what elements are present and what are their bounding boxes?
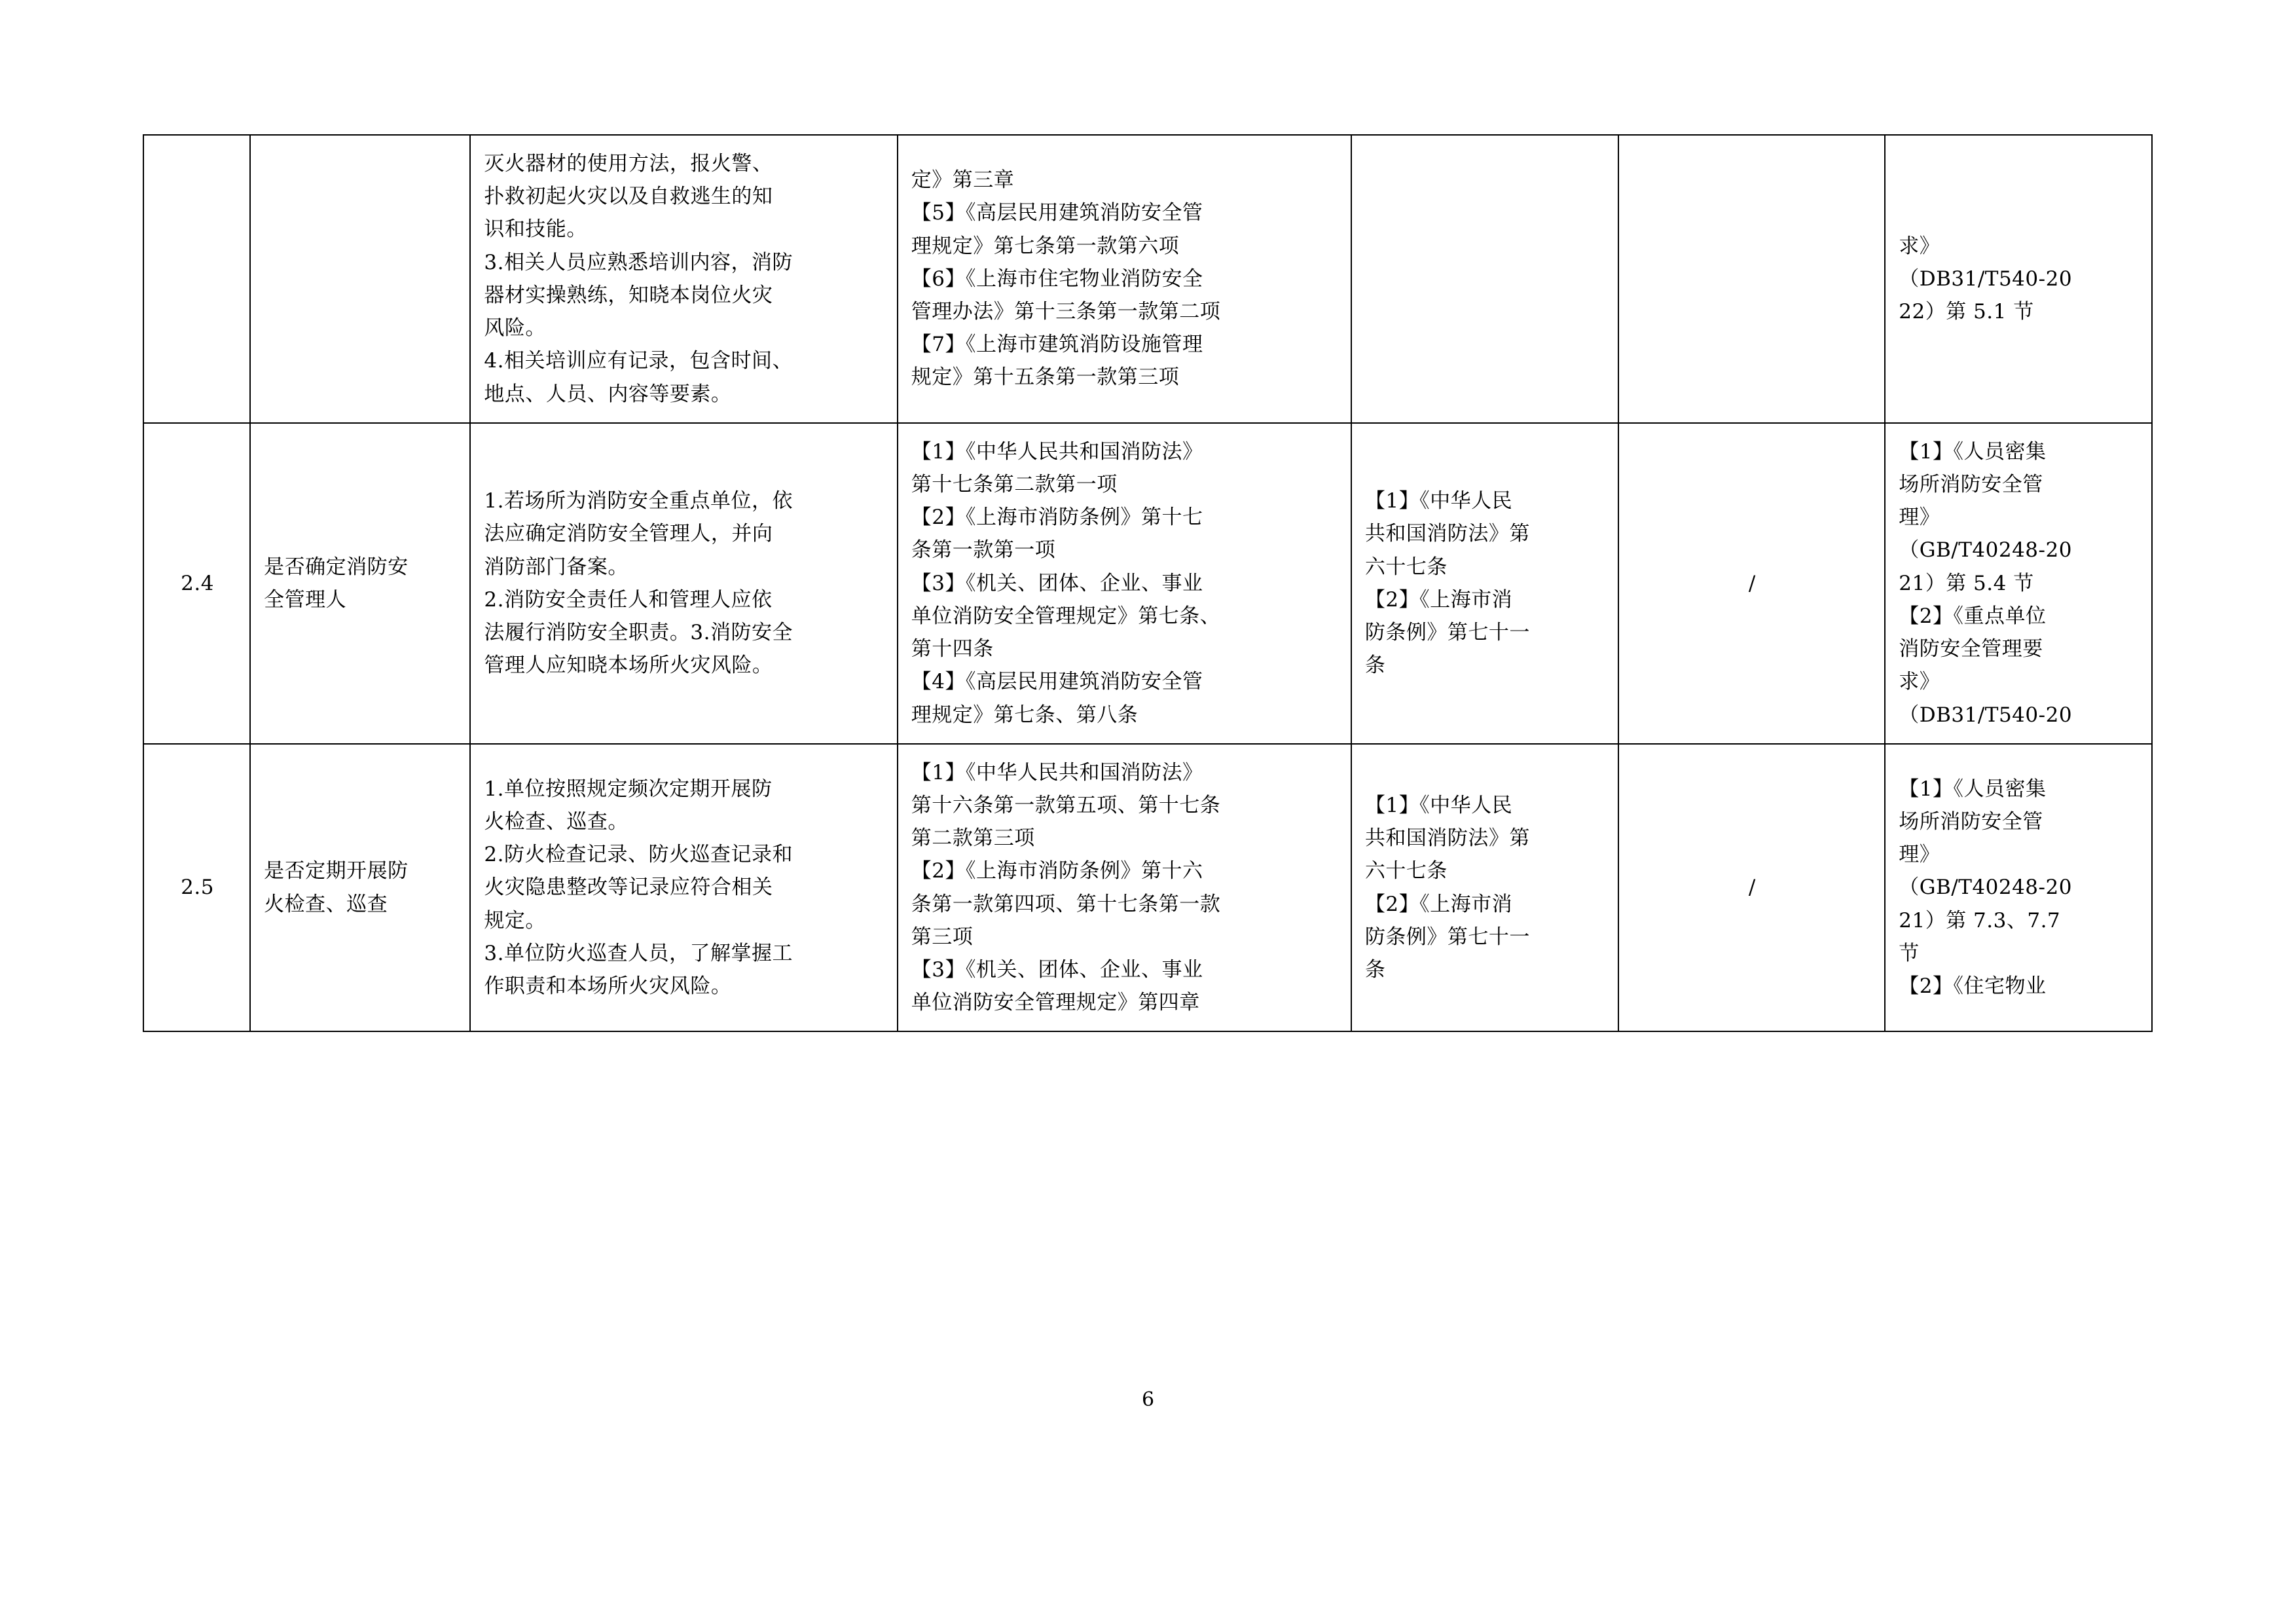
row-item-cell	[250, 423, 470, 744]
law-line: 【2】《上海市消防条例》第十七	[911, 506, 1203, 530]
law-line: 【4】《高层民用建筑消防安全管	[911, 670, 1203, 694]
standard-line: 理》	[1899, 506, 1941, 530]
law-line: 【6】《上海市住宅物业消防安全	[911, 267, 1203, 291]
row-standard-cell	[1885, 423, 2152, 744]
requirement-line: 2.消防安全责任人和管理人应依	[484, 587, 773, 612]
penalty-line: 防条例》第七十一	[1364, 620, 1530, 644]
row-penalty-cell	[1351, 135, 1618, 423]
law-line: 第十七条第二款第一项	[911, 472, 1118, 496]
row-item-cell	[250, 744, 470, 1032]
row-number-cell	[143, 135, 250, 423]
law-line: 单位消防安全管理规定》第四章	[911, 991, 1200, 1015]
requirement-line: 4.相关培训应有记录，包含时间、	[484, 349, 793, 373]
penalty-line: 【1】《中华人民	[1364, 793, 1513, 817]
requirement-line: 作职责和本场所火灾风险。	[484, 974, 732, 999]
standard-line: 【1】《人员密集	[1899, 439, 2047, 464]
requirement-line: 管理人应知晓本场所火灾风险。	[484, 654, 773, 678]
standard-line: 21）第 5.4 节	[1899, 571, 2034, 595]
penalty-line: 条	[1364, 958, 1386, 982]
requirement-line: 风险。	[484, 316, 546, 341]
standard-line: 理》	[1899, 843, 1941, 867]
requirement-line: 3.相关人员应熟悉培训内容，消防	[484, 250, 793, 274]
requirement-line: 器材实操熟练，知晓本岗位火灾	[484, 283, 773, 307]
blank-mark: /	[1748, 876, 1756, 900]
standard-line: 【1】《人员密集	[1899, 777, 2047, 801]
penalty-line: 条	[1364, 654, 1386, 678]
law-line: 【1】《中华人民共和国消防法》	[911, 439, 1203, 464]
standard-line: （DB31/T540-20	[1899, 703, 2073, 727]
row-requirement-cell	[470, 423, 897, 744]
law-line: 【3】《机关、团体、企业、事业	[911, 571, 1203, 595]
penalty-line: 六十七条	[1364, 859, 1448, 883]
blank-mark: /	[1748, 571, 1756, 595]
inspection-requirements-table	[143, 134, 2153, 1032]
law-line: 理规定》第七条第一款第六项	[911, 234, 1180, 258]
law-line: 第十六条第一款第五项、第十七条	[911, 793, 1221, 817]
standard-line: 消防安全管理要	[1899, 637, 2043, 661]
standard-line: （DB31/T540-20	[1899, 267, 2073, 291]
requirement-line: 识和技能。	[484, 217, 587, 242]
row-blank-cell	[1618, 135, 1886, 423]
law-line: 第二款第三项	[911, 826, 1035, 851]
requirement-line: 灭火器材的使用方法，报火警、	[484, 152, 773, 175]
row-requirement-cell	[470, 744, 897, 1032]
standard-line: 22）第 5.1 节	[1899, 299, 2034, 323]
law-line: 【7】《上海市建筑消防设施管理	[911, 333, 1203, 357]
standard-line: 求》	[1899, 234, 1941, 258]
row-item-line: 火检查、巡查	[264, 892, 388, 916]
row-blank-cell	[1618, 423, 1886, 744]
standard-line: 【2】《住宅物业	[1899, 974, 2047, 999]
row-item-line: 是否确定消防安	[264, 555, 409, 579]
standard-line: 【2】《重点单位	[1899, 604, 2047, 628]
row-blank-cell	[1618, 744, 1886, 1032]
row-requirement-cell	[470, 135, 897, 423]
requirement-line: 2.防火检查记录、防火巡查记录和	[484, 843, 793, 867]
law-line: 管理办法》第十三条第一款第二项	[911, 299, 1221, 323]
table-row	[143, 423, 2152, 744]
requirement-line: 火灾隐患整改等记录应符合相关	[484, 876, 773, 900]
law-line: 第十四条	[911, 637, 994, 661]
row-law-cell	[898, 744, 1351, 1032]
row-number: 2.5	[181, 876, 214, 900]
standard-line: 21）第 7.3、7.7	[1899, 908, 2061, 932]
row-number-cell	[143, 744, 250, 1032]
requirement-line: 规定。	[484, 908, 546, 932]
row-number: 2.4	[181, 571, 214, 595]
row-item-line: 是否定期开展防	[264, 859, 409, 883]
requirement-line: 1.若场所为消防安全重点单位，依	[484, 489, 793, 513]
penalty-line: 共和国消防法》第	[1364, 522, 1530, 546]
law-line: 条第一款第四项、第十七条第一款	[911, 892, 1221, 916]
law-line: 第三项	[911, 925, 974, 949]
law-line: 单位消防安全管理规定》第七条、	[911, 604, 1221, 628]
penalty-line: 【1】《中华人民	[1364, 489, 1513, 513]
standard-line: 场所消防安全管	[1899, 810, 2043, 834]
row-penalty-cell	[1351, 744, 1618, 1032]
row-standard-cell	[1885, 135, 2152, 423]
row-law-cell	[898, 423, 1351, 744]
penalty-line: 共和国消防法》第	[1364, 826, 1530, 851]
standard-line: （GB/T40248-20	[1899, 538, 2072, 563]
requirement-line: 法应确定消防安全管理人，并向	[484, 522, 773, 546]
table-row	[143, 744, 2152, 1032]
standard-line: （GB/T40248-20	[1899, 876, 2072, 900]
penalty-line: 防条例》第七十一	[1364, 925, 1530, 949]
row-penalty-cell	[1351, 423, 1618, 744]
law-line: 【3】《机关、团体、企业、事业	[911, 958, 1203, 982]
standard-line: 节	[1899, 941, 1920, 965]
requirement-line: 法履行消防安全职责。3.消防安全	[484, 620, 793, 644]
table-row	[143, 135, 2152, 423]
law-line: 【1】《中华人民共和国消防法》	[911, 760, 1203, 784]
standard-line: 求》	[1899, 670, 1941, 694]
page-number: 6	[1141, 1388, 1155, 1411]
row-law-cell	[898, 135, 1351, 423]
requirement-line: 3.单位防火巡查人员，了解掌握工	[484, 941, 793, 965]
requirement-line: 地点、人员、内容等要素。	[484, 382, 732, 406]
law-line: 规定》第十五条第一款第三项	[911, 365, 1180, 390]
row-item-cell	[250, 135, 470, 423]
requirement-line: 1.单位按照规定频次定期开展防	[484, 777, 773, 801]
row-standard-cell	[1885, 744, 2152, 1032]
penalty-line: 六十七条	[1364, 555, 1448, 579]
requirement-line: 扑救初起火灾以及自救逃生的知	[484, 185, 773, 209]
law-line: 理规定》第七条、第八条	[911, 703, 1139, 727]
law-line: 条第一款第一项	[911, 538, 1056, 563]
requirement-line: 消防部门备案。	[484, 555, 629, 579]
penalty-line: 【2】《上海市消	[1364, 892, 1513, 916]
requirement-line: 火检查、巡查。	[484, 810, 629, 834]
row-number-cell	[143, 423, 250, 744]
standard-line: 场所消防安全管	[1899, 472, 2043, 496]
law-line: 【2】《上海市消防条例》第十六	[911, 859, 1203, 883]
penalty-line: 【2】《上海市消	[1364, 587, 1513, 612]
row-item-line: 全管理人	[264, 587, 347, 612]
law-line: 定》第三章	[911, 168, 1015, 193]
law-line: 【5】《高层民用建筑消防安全管	[911, 201, 1203, 225]
